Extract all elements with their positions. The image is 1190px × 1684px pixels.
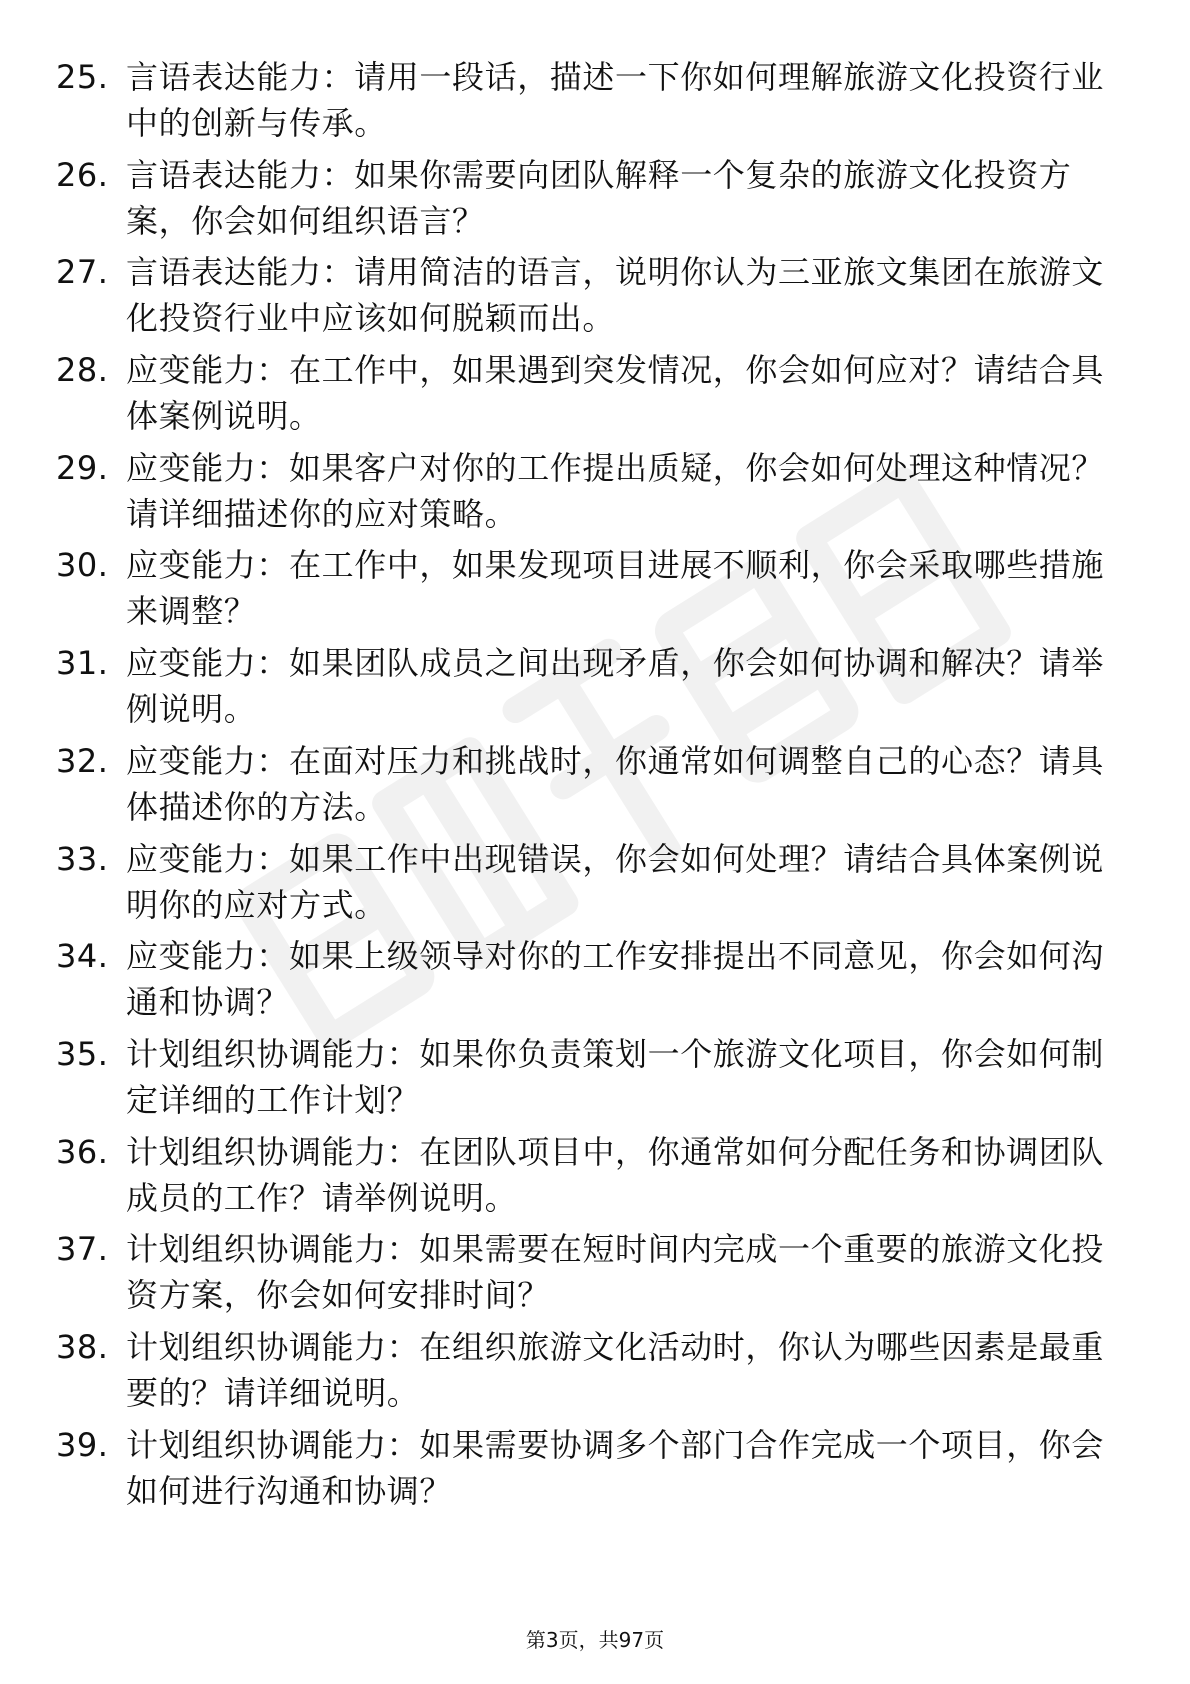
question-text: 言语表达能力：请用简洁的语言，说明你认为三亚旅文集团在旅游文化投资行业中应该如何脱颖而出。 [126,253,1105,338]
question-text: 计划组织协调能力：在组织旅游文化活动时，你认为哪些因素是最重要的？请详细说明。 [126,1327,1105,1412]
question-text: 应变能力：在工作中，如果发现项目进展不顺利，你会采取哪些措施来调整？ [126,546,1105,631]
question-item [0,640,1190,738]
question-text: 应变能力：如果上级领导对你的工作安排提出不同意见，你会如何沟通和协调？ [126,937,1105,1022]
page-footer: 第3页，共97页 [525,1628,665,1652]
question-text: 应变能力：如果客户对你的工作提出质疑，你会如何处理这种情况？请详细描述你的应对策略。 [126,448,1105,533]
question-number: 31. [56,644,109,683]
question-item [0,1422,1190,1520]
question-number: 28. [56,351,109,390]
question-text: 计划组织协调能力：如果你负责策划一个旅游文化项目，你会如何制定详细的工作计划？ [126,1034,1105,1119]
question-item [0,445,1190,543]
question-number: 37. [56,1230,109,1269]
question-item [0,836,1190,934]
question-text: 计划组织协调能力：在团队项目中，你通常如何分配任务和协调团队成员的工作？请举例说明。 [126,1132,1105,1217]
question-item [0,1031,1190,1129]
question-text: 计划组织协调能力：如果需要协调多个部门合作完成一个项目，你会如何进行沟通和协调？ [126,1425,1105,1510]
question-text: 应变能力：如果工作中出现错误，你会如何处理？请结合具体案例说明你的应对方式。 [126,839,1105,924]
question-item [0,249,1190,347]
question-text: 言语表达能力：如果你需要向团队解释一个复杂的旅游文化投资方案，你会如何组织语言？ [126,155,1072,240]
question-item [0,738,1190,836]
question-number: 36. [56,1132,109,1171]
question-text: 计划组织协调能力：如果需要在短时间内完成一个重要的旅游文化投资方案，你会如何安排时间？ [126,1230,1105,1315]
question-number: 34. [56,937,109,976]
question-text: 应变能力：在工作中，如果遇到突发情况，你会如何应对？请结合具体案例说明。 [126,351,1105,436]
question-item [0,54,1190,152]
question-number: 35. [56,1034,109,1073]
question-number: 29. [56,448,109,487]
question-number: 39. [56,1425,109,1464]
question-item [0,152,1190,250]
question-number: 25. [56,58,109,96]
question-text: 言语表达能力：请用一段话，描述一下你如何理解旅游文化投资行业中的创新与传承。 [126,58,1105,142]
question-number: 30. [56,546,109,585]
question-item [0,933,1190,1031]
question-number: 27. [56,253,109,292]
question-number: 33. [56,839,109,878]
question-text: 应变能力：如果团队成员之间出现矛盾，你会如何协调和解决？请举例说明。 [126,644,1105,729]
question-number: 38. [56,1327,109,1366]
question-number: 26. [56,155,109,194]
question-item [0,1324,1190,1422]
question-text: 应变能力：在面对压力和挑战时，你通常如何调整自己的心态？请具体描述你的方法。 [126,741,1105,826]
question-list [0,54,1190,1519]
question-number: 32. [56,741,109,780]
question-item [0,542,1190,640]
question-item [0,1129,1190,1227]
question-item [0,347,1190,445]
question-item [0,1226,1190,1324]
